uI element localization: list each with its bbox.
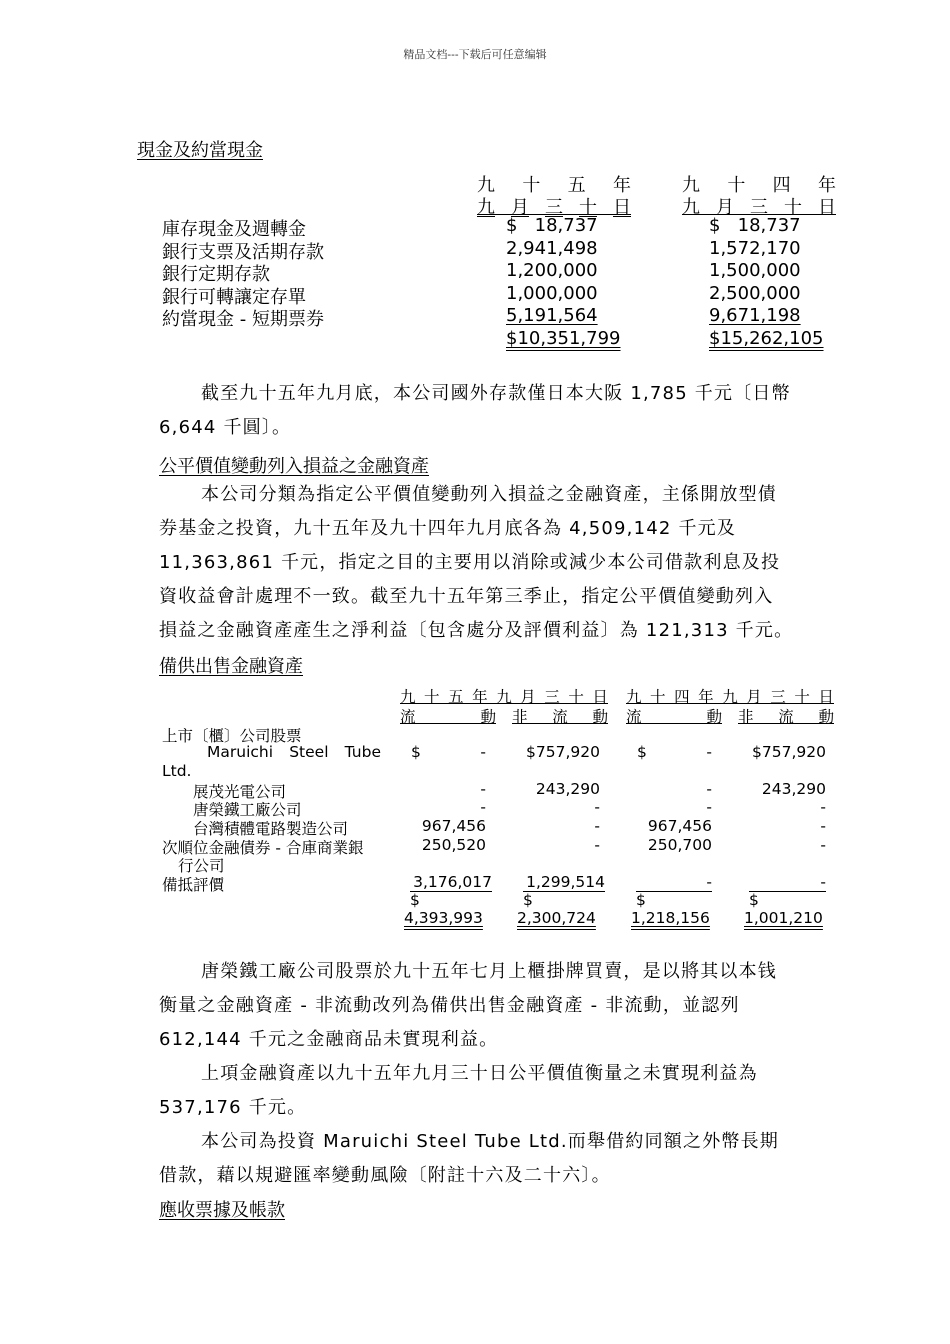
afs-heading-94: 九 十 四 年 九 月 三 十 日 — [626, 688, 834, 706]
afs-cell: - — [594, 836, 600, 854]
cash-row-value: 1,000,000 — [506, 283, 598, 304]
afs-total-dollar: $ — [410, 891, 420, 909]
afs-row-label: Maruichi Steel Tube — [207, 743, 381, 761]
paragraph-unrealized: 上項金融資產以九十五年九月三十日公平價值衡量之未實現利益為 537,176 千元。 — [159, 1063, 758, 1118]
afs-cell: - — [820, 817, 826, 835]
afs-row-label: 展茂光電公司 — [193, 783, 287, 801]
paragraph-hedge: 本公司為投資 Maruichi Steel Tube Ltd.而舉借約同額之外幣長期 借款，藉以規避匯率變動風險〔附註十六及二十六〕。 — [159, 1131, 779, 1186]
afs-total: 2,300,724 — [517, 909, 596, 927]
afs-cell: 250,700 — [647, 836, 712, 854]
paragraph-tangrong: 唐榮鐵工廠公司股票於九十五年七月上櫃掛牌買賣，是以將其以本钱 衡量之金融資產 - 非流動改列為備供出售金融資產 - 非流動，並認列 612,144 千元之金融商品未實現利益。 — [159, 961, 777, 1050]
paragraph-fvpl: 本公司分類為指定公平價值變動列入損益之金融資產，主係開放型債 券基金之投資，九十五年及九十四年九月底各為 4,509,142 千元及 11,363,861 千元，指定之目的主要用以消除或減少本公司借款利息及投 資收益會計處理不一致。截至九十五年第三季止，指定公平價值變動列入 損益之金融資產產生之淨利益〔包含處分及評價利益〕為 121,313 千元。 — [159, 484, 794, 641]
afs-title: 備供出售金融資產 — [159, 656, 303, 677]
afs-cell: 1,299,514 — [526, 873, 605, 891]
afs-cell: - — [480, 780, 486, 798]
cash-row-value: 1,572,170 — [709, 238, 801, 259]
cash-row-value: 2,941,498 — [506, 238, 598, 259]
cash-col1-heading-date: 九 月 三 十 日 — [477, 197, 631, 218]
cash-row-value: 9,671,198 — [709, 305, 801, 326]
afs-sub-current: 流 動 — [400, 708, 496, 726]
afs-cell-dollar: $ — [637, 743, 647, 761]
afs-sub-current: 流 動 — [626, 708, 722, 726]
afs-cell: - — [820, 836, 826, 854]
afs-total: 1,218,156 — [631, 909, 710, 927]
cash-row-value: 1,500,000 — [709, 260, 801, 281]
afs-cell: 967,456 — [647, 817, 712, 835]
cash-col2-heading-year: 九 十 四 年 — [682, 175, 836, 196]
receivable-title: 應收票據及帳款 — [159, 1200, 285, 1221]
cash-row-value: 1,200,000 — [506, 260, 598, 281]
afs-row-label-cont: 行公司 — [178, 857, 225, 875]
cash-row-value: $ 18,737 — [506, 215, 598, 236]
afs-cell: - — [820, 873, 826, 891]
afs-cell: - — [706, 743, 712, 761]
afs-cell: - — [480, 743, 486, 761]
cash-row-value: $ 18,737 — [709, 215, 801, 236]
afs-row-label: 備抵評價 — [162, 876, 225, 894]
afs-cell: 3,176,017 — [413, 873, 492, 891]
cash-row-label: 約當現金 - 短期票券 — [162, 309, 324, 330]
afs-cell: - — [594, 798, 600, 816]
afs-sub-noncurrent: 非 流 動 — [512, 708, 608, 726]
afs-heading-95: 九 十 五 年 九 月 三 十 日 — [400, 688, 608, 706]
afs-total-dollar: $ — [636, 891, 646, 909]
afs-cell: $757,920 — [752, 743, 826, 761]
cash-total: $15,262,105 — [709, 328, 824, 349]
afs-section-label: 上市〔櫃〕公司股票 — [162, 727, 302, 745]
afs-total-dollar: $ — [523, 891, 533, 909]
cash-col2-heading-date: 九 月 三 十 日 — [682, 197, 836, 218]
afs-cell: 243,290 — [761, 780, 826, 798]
afs-cell: - — [594, 817, 600, 835]
cash-row-value: 5,191,564 — [506, 305, 598, 326]
afs-sub-noncurrent: 非 流 動 — [738, 708, 834, 726]
afs-row-label-cont: Ltd. — [162, 762, 192, 780]
afs-cell: $757,920 — [526, 743, 600, 761]
afs-cell: - — [820, 798, 826, 816]
page-header: 精品文档---下载后可任意编辑 — [403, 48, 547, 61]
cash-row-label: 銀行支票及活期存款 — [162, 242, 324, 263]
afs-cell: 967,456 — [421, 817, 486, 835]
cash-row-label: 銀行可轉讓定存單 — [162, 287, 306, 308]
afs-cell: - — [706, 798, 712, 816]
cash-row-label: 庫存現金及週轉金 — [162, 219, 306, 240]
afs-cell: 243,290 — [535, 780, 600, 798]
cash-row-label: 銀行定期存款 — [162, 264, 270, 285]
cash-title: 現金及約當現金 — [137, 140, 263, 161]
afs-cell: - — [706, 780, 712, 798]
afs-total-dollar: $ — [749, 891, 759, 909]
cash-col1-heading-year: 九 十 五 年 — [477, 175, 631, 196]
cash-row-value: 2,500,000 — [709, 283, 801, 304]
afs-total: 4,393,993 — [404, 909, 483, 927]
afs-row-label: 台灣積體電路製造公司 — [193, 820, 349, 838]
afs-cell: - — [480, 798, 486, 816]
fvpl-title: 公平價值變動列入損益之金融資產 — [159, 456, 429, 477]
afs-cell: 250,520 — [421, 836, 486, 854]
paragraph-foreign-deposit: 截至九十五年九月底，本公司國外存款僅日本大阪 1,785 千元〔日幣 6,644 千圓〕。 — [159, 383, 791, 438]
cash-total: $10,351,799 — [506, 328, 621, 349]
afs-cell-dollar: $ — [411, 743, 421, 761]
afs-row-label: 唐榮鐵工廠公司 — [193, 801, 302, 819]
afs-total: 1,001,210 — [744, 909, 823, 927]
afs-row-label: 次順位金融債券 - 合庫商業銀 — [162, 839, 364, 857]
afs-cell: - — [706, 873, 712, 891]
